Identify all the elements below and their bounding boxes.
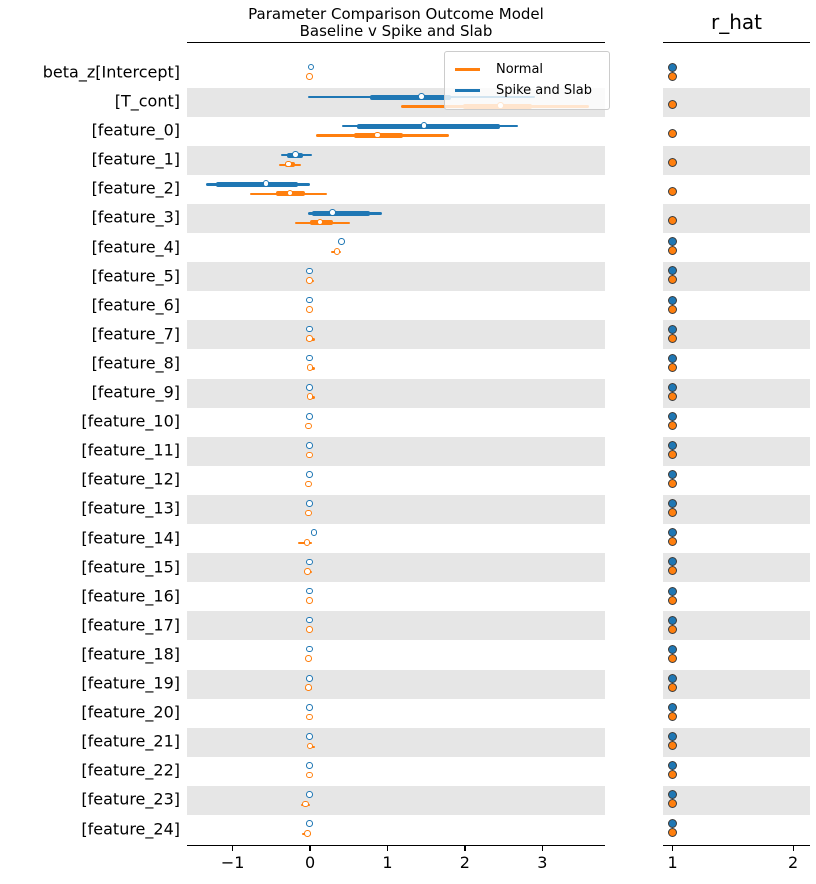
row-band: [187, 349, 605, 378]
x-tick: [542, 846, 543, 851]
x-tick-label: 2: [459, 853, 470, 872]
row-band: [187, 524, 605, 553]
row-label: [feature_10]: [81, 411, 180, 431]
row-band: [187, 757, 605, 786]
title-line-1: Parameter Comparison Outcome Model: [248, 5, 544, 23]
row-band: [663, 408, 810, 437]
row-label: [feature_0]: [91, 120, 180, 140]
rhat-dot: [668, 674, 677, 683]
median-marker: [306, 772, 313, 779]
rhat-plot-area: [663, 43, 810, 845]
rhat-dot: [668, 654, 677, 663]
x-tick-label: 2: [788, 853, 799, 872]
median-marker: [285, 161, 292, 168]
median-marker: [306, 559, 313, 566]
median-marker: [292, 151, 299, 158]
row-label: [feature_7]: [91, 324, 180, 344]
row-band: [187, 379, 605, 408]
x-tick-label: −1: [220, 853, 245, 872]
row-band: [187, 495, 605, 524]
median-marker: [306, 384, 313, 391]
x-tick-label: 0: [304, 853, 316, 872]
row-band: [187, 320, 605, 349]
row-band: [187, 204, 605, 233]
credible-interval-line: [357, 124, 500, 129]
median-marker: [306, 597, 313, 604]
median-marker: [304, 539, 311, 546]
row-label: [feature_21]: [81, 731, 180, 751]
spike-line-swatch: [455, 89, 480, 92]
median-marker: [306, 355, 313, 362]
row-label: [feature_16]: [81, 586, 180, 606]
median-marker: [306, 588, 313, 595]
median-marker: [306, 762, 313, 769]
rhat-dot: [668, 770, 677, 779]
row-band: [187, 640, 605, 669]
median-marker: [306, 820, 313, 827]
median-marker: [306, 413, 313, 420]
rhat-dot: [668, 363, 677, 372]
rhat-dot: [668, 421, 677, 430]
median-marker: [329, 209, 336, 216]
row-band: [187, 233, 605, 262]
rhat-dot: [668, 325, 677, 334]
row-band: [187, 117, 605, 146]
row-band: [187, 408, 605, 437]
row-band: [187, 291, 605, 320]
legend-label-normal: Normal: [496, 62, 544, 77]
row-band: [187, 175, 605, 204]
row-band: [663, 349, 810, 378]
row-band: [663, 582, 810, 611]
rhat-dot: [668, 625, 677, 634]
row-band: [663, 757, 810, 786]
row-label: [feature_12]: [81, 469, 180, 489]
row-band: [187, 553, 605, 582]
rhat-dot: [668, 508, 677, 517]
row-band: [187, 670, 605, 699]
row-label: [feature_23]: [81, 789, 180, 809]
rhat-dot: [668, 470, 677, 479]
row-band: [663, 58, 810, 87]
row-band: [663, 611, 810, 640]
rhat-dot: [668, 158, 677, 167]
row-band: [663, 437, 810, 466]
rhat-dot: [668, 703, 677, 712]
rhat-dot: [668, 645, 677, 654]
rhat-dot: [668, 683, 677, 692]
median-marker: [306, 733, 313, 740]
median-marker: [306, 335, 313, 342]
row-label: [feature_24]: [81, 819, 180, 839]
row-band: [663, 786, 810, 815]
row-band: [187, 146, 605, 175]
rhat-dot: [668, 732, 677, 741]
row-label: [feature_17]: [81, 615, 180, 635]
credible-interval-line: [370, 95, 451, 100]
row-band: [187, 699, 605, 728]
rhat-dot: [668, 383, 677, 392]
median-marker: [304, 568, 311, 575]
rhat-dot: [668, 761, 677, 770]
median-marker: [305, 481, 312, 488]
median-marker: [306, 326, 313, 333]
rhat-dot: [668, 100, 677, 109]
legend-entry-spike: [455, 80, 599, 101]
row-band: [187, 611, 605, 640]
rhat-dot: [668, 216, 677, 225]
row-band: [187, 262, 605, 291]
legend: [444, 51, 610, 110]
median-marker: [418, 93, 425, 100]
x-tick: [309, 846, 310, 851]
rhat-dot: [668, 499, 677, 508]
row-label: [feature_2]: [91, 178, 180, 198]
rhat-dot: [668, 63, 677, 72]
credible-interval-line: [216, 182, 299, 187]
row-band: [663, 524, 810, 553]
row-band: [187, 815, 605, 844]
median-marker: [306, 471, 313, 478]
row-band: [663, 117, 810, 146]
normal-line-swatch: [455, 68, 480, 71]
row-band: [187, 582, 605, 611]
row-label: [feature_5]: [91, 266, 180, 286]
title-line-2: Baseline v Spike and Slab: [299, 22, 493, 40]
median-marker: [311, 529, 318, 536]
row-band: [663, 291, 810, 320]
median-marker: [334, 248, 341, 255]
median-marker: [306, 297, 313, 304]
row-label: [feature_14]: [81, 528, 180, 548]
median-marker: [306, 277, 313, 284]
rhat-axes: [663, 42, 810, 846]
rhat-dot: [668, 799, 677, 808]
row-band: [187, 786, 605, 815]
rhat-dot: [668, 587, 677, 596]
row-label: [feature_13]: [81, 498, 180, 518]
row-band: [663, 670, 810, 699]
legend-entry-normal: [455, 59, 599, 80]
median-marker: [305, 684, 312, 691]
x-tick-label: 1: [667, 853, 678, 872]
row-label: [feature_1]: [91, 149, 180, 169]
x-tick: [793, 846, 794, 851]
median-marker: [306, 791, 313, 798]
rhat-dot: [668, 392, 677, 401]
x-tick-label: 3: [537, 853, 548, 872]
rhat-dot: [668, 712, 677, 721]
row-label: [T_cont]: [114, 91, 180, 111]
rhat-dot: [668, 129, 677, 138]
rhat-panel-title: r_hat: [711, 10, 762, 34]
rhat-dot: [668, 616, 677, 625]
rhat-dot: [668, 441, 677, 450]
x-tick-label: 1: [382, 853, 393, 872]
credible-interval-line: [312, 211, 370, 216]
row-band: [663, 233, 810, 262]
median-marker: [306, 675, 313, 682]
row-band: [187, 437, 605, 466]
median-marker: [306, 73, 313, 80]
row-band: [187, 728, 605, 757]
parameter-labels-column: [0, 42, 180, 846]
row-band: [663, 204, 810, 233]
median-marker: [306, 306, 313, 313]
row-label: [feature_9]: [91, 382, 180, 402]
row-label: [feature_8]: [91, 353, 180, 373]
rhat-dot: [668, 790, 677, 799]
left-panel-title: [187, 6, 605, 40]
row-label: [feature_20]: [81, 702, 180, 722]
row-band: [663, 175, 810, 204]
rhat-dot: [668, 741, 677, 750]
median-marker: [306, 646, 313, 653]
row-band: [663, 466, 810, 495]
row-band: [663, 320, 810, 349]
median-marker: [306, 617, 313, 624]
rhat-dot: [668, 187, 677, 196]
legend-label-spike: Spike and Slab: [496, 83, 592, 98]
rhat-dot: [668, 412, 677, 421]
median-marker: [305, 655, 312, 662]
rhat-dot: [668, 596, 677, 605]
median-marker: [306, 626, 313, 633]
row-label: [feature_3]: [91, 207, 180, 227]
median-marker: [306, 452, 313, 459]
median-marker: [306, 500, 313, 507]
median-marker: [421, 122, 428, 129]
row-label: [feature_4]: [91, 237, 180, 257]
median-marker: [306, 268, 313, 275]
x-tick: [232, 846, 233, 851]
x-tick: [387, 846, 388, 851]
rhat-dot: [668, 354, 677, 363]
row-label: [feature_19]: [81, 673, 180, 693]
posterior-plot-area: [187, 43, 605, 845]
rhat-dot: [668, 479, 677, 488]
x-tick: [464, 846, 465, 851]
posterior-axes: [187, 42, 605, 846]
median-marker: [306, 442, 313, 449]
median-marker: [306, 714, 313, 721]
row-band: [663, 262, 810, 291]
rhat-dot: [668, 450, 677, 459]
median-marker: [306, 704, 313, 711]
median-marker: [263, 180, 270, 187]
row-label: [feature_18]: [81, 644, 180, 664]
row-band: [663, 379, 810, 408]
row-band: [663, 146, 810, 175]
median-marker: [304, 830, 311, 837]
row-label: [feature_22]: [81, 760, 180, 780]
median-marker: [302, 801, 309, 808]
rhat-dot: [668, 296, 677, 305]
median-marker: [305, 423, 312, 430]
row-band: [663, 553, 810, 582]
row-band: [663, 728, 810, 757]
rhat-dot: [668, 305, 677, 314]
row-label: beta_z[Intercept]: [42, 62, 180, 82]
row-band: [663, 495, 810, 524]
median-marker: [374, 132, 381, 139]
row-label: [feature_15]: [81, 557, 180, 577]
x-tick: [672, 846, 673, 851]
row-band: [663, 815, 810, 844]
rhat-dot: [668, 72, 677, 81]
rhat-dot: [668, 334, 677, 343]
row-band: [663, 640, 810, 669]
row-label: [feature_6]: [91, 295, 180, 315]
row-label: [feature_11]: [81, 440, 180, 460]
row-band: [187, 466, 605, 495]
row-band: [663, 699, 810, 728]
row-band: [663, 88, 810, 117]
